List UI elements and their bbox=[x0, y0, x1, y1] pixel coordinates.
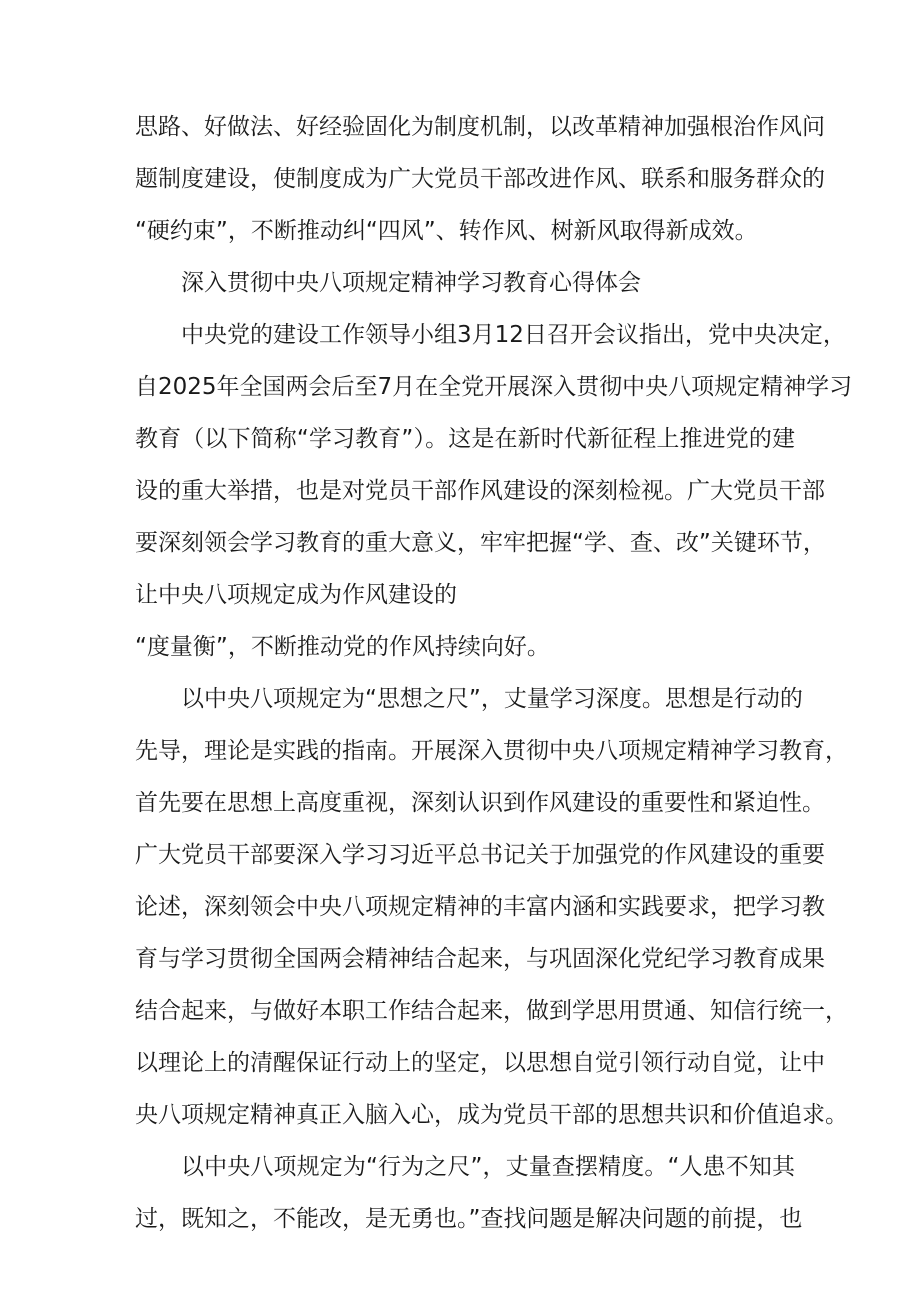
text-line: 广大党员干部要深入学习习近平总书记关于加强党的作风建设的重要 bbox=[135, 842, 825, 868]
text-line: 首先要在思想上高度重视，深刻认识到作风建设的重要性和紧迫性。 bbox=[135, 790, 825, 816]
text-line: 过，既知之，不能改，是无勇也。”查找问题是解决问题的前提，也 bbox=[135, 1206, 803, 1232]
section-heading: 深入贯彻中央八项规定精神学习教育心得体会 bbox=[181, 270, 641, 296]
text-line: 教育（以下简称“学习教育”）。这是在新时代新征程上推进党的建 bbox=[135, 426, 795, 452]
text-line: 以理论上的清醒保证行动上的坚定，以思想自觉引领行动自觉，让中 bbox=[135, 1050, 825, 1076]
text-line: 要深刻领会学习教育的重大意义，牢牢把握“学、查、改”关键环节， bbox=[135, 530, 826, 556]
text-line: 设的重大举措，也是对党员干部作风建设的深刻检视。广大党员干部 bbox=[135, 478, 825, 504]
text-line: 思路、好做法、好经验固化为制度机制，以改革精神加强根治作风问 bbox=[135, 114, 825, 140]
text-line: “硬约束”，不断推动纠“四风”、转作风、树新风取得新成效。 bbox=[135, 218, 758, 244]
text-line: 先导，理论是实践的指南。开展深入贯彻中央八项规定精神学习教育， bbox=[135, 738, 848, 764]
text-line: 以中央八项规定为“思想之尺”，丈量学习深度。思想是行动的 bbox=[181, 686, 803, 712]
text-line: 央八项规定精神真正入脑入心，成为党员干部的思想共识和价值追求。 bbox=[135, 1102, 848, 1128]
text-line: 自2025年全国两会后至7月在全党开展深入贯彻中央八项规定精神学习 bbox=[135, 374, 853, 400]
text-line: “度量衡”，不断推动党的作风持续向好。 bbox=[135, 634, 550, 660]
text-line: 以中央八项规定为“行为之尺”，丈量查摆精度。“人患不知其 bbox=[181, 1154, 795, 1180]
text-line: 中央党的建设工作领导小组3月12日召开会议指出，党中央决定， bbox=[181, 322, 846, 348]
text-line: 让中央八项规定成为作风建设的 bbox=[135, 582, 457, 608]
text-line: 育与学习贯彻全国两会精神结合起来，与巩固深化党纪学习教育成果 bbox=[135, 946, 825, 972]
text-line: 论述，深刻领会中央八项规定精神的丰富内涵和实践要求，把学习教 bbox=[135, 894, 825, 920]
text-line: 题制度建设，使制度成为广大党员干部改进作风、联系和服务群众的 bbox=[135, 166, 825, 192]
text-line: 结合起来，与做好本职工作结合起来，做到学思用贯通、知信行统一， bbox=[135, 998, 848, 1024]
